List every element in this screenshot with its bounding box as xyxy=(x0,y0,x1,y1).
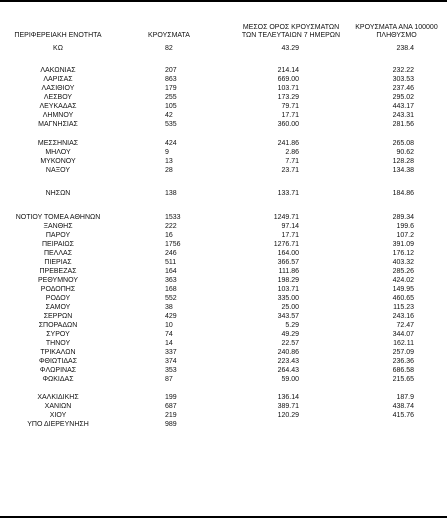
table-row xyxy=(0,84,447,93)
table-row xyxy=(0,303,447,312)
per100k-cell: 232.22 xyxy=(392,67,414,74)
per100k-cell: 176.12 xyxy=(392,250,414,257)
per100k-cell: 686.58 xyxy=(392,367,414,374)
cases-cell: 13 xyxy=(165,158,173,165)
region-cell: ΧΙΟΥ xyxy=(49,412,67,419)
table-row xyxy=(0,393,447,402)
cases-cell: 222 xyxy=(165,223,177,230)
avg-cell: 43.29 xyxy=(281,45,299,52)
region-cell: ΡΟΔΟΠΗΣ xyxy=(40,286,76,293)
avg-cell: 103.71 xyxy=(277,85,299,92)
per100k-cell: 281.56 xyxy=(392,121,414,128)
table-row xyxy=(0,267,447,276)
region-cell: ΠΡΕΒΕΖΑΣ xyxy=(39,268,77,275)
avg-cell: 103.71 xyxy=(277,286,299,293)
header-per100k-line1: ΚΡΟΥΣΜΑΤΑ ΑΝΑ 100000 xyxy=(355,24,438,31)
table-row xyxy=(0,321,447,330)
per100k-cell: 72.47 xyxy=(396,322,414,329)
cases-cell: 42 xyxy=(165,112,173,119)
avg-cell: 49.29 xyxy=(281,331,299,338)
table-row xyxy=(0,357,447,366)
cases-cell: 337 xyxy=(165,349,177,356)
cases-cell: 28 xyxy=(165,167,173,174)
cases-cell: 179 xyxy=(165,85,177,92)
region-cell: ΜΑΓΝΗΣΙΑΣ xyxy=(38,121,78,128)
table-row xyxy=(0,213,447,222)
table-row xyxy=(0,366,447,375)
avg-cell: 5.29 xyxy=(285,322,299,329)
cases-cell: 16 xyxy=(165,232,173,239)
table-row xyxy=(0,189,447,198)
avg-cell: 241.86 xyxy=(277,140,299,147)
per100k-cell: 391.09 xyxy=(392,241,414,248)
cases-cell: 199 xyxy=(165,394,177,401)
per100k-cell: 289.34 xyxy=(392,214,414,221)
cases-cell: 1756 xyxy=(165,241,181,248)
region-cell: ΝΗΣΩΝ xyxy=(45,190,71,197)
cases-cell: 207 xyxy=(165,67,177,74)
cases-cell: 9 xyxy=(165,149,169,156)
table-row xyxy=(0,402,447,411)
per100k-cell: 199.6 xyxy=(396,223,414,230)
avg-cell: 2.86 xyxy=(285,149,299,156)
cases-cell: 535 xyxy=(165,121,177,128)
avg-cell: 59.00 xyxy=(281,376,299,383)
region-cell: ΚΩ xyxy=(53,45,63,52)
table-row xyxy=(0,102,447,111)
per100k-cell: 424.02 xyxy=(392,277,414,284)
avg-cell: 343.57 xyxy=(277,313,299,320)
region-cell: ΠΑΡΟΥ xyxy=(45,232,71,239)
cases-cell: 10 xyxy=(165,322,173,329)
avg-cell: 173.29 xyxy=(277,94,299,101)
per100k-cell: 134.38 xyxy=(392,167,414,174)
cases-cell: 246 xyxy=(165,250,177,257)
per100k-cell: 243.16 xyxy=(392,313,414,320)
header-per100k-line2: ΠΛΗΘΥΣΜΟ xyxy=(376,32,417,39)
bottom-border xyxy=(0,516,447,518)
per100k-cell: 90.62 xyxy=(396,149,414,156)
table-row xyxy=(0,411,447,420)
avg-cell: 214.14 xyxy=(277,67,299,74)
avg-cell: 136.14 xyxy=(277,394,299,401)
avg-cell: 133.71 xyxy=(277,190,299,197)
region-cell: ΜΕΣΣΗΝΙΑΣ xyxy=(37,140,79,147)
avg-cell: 23.71 xyxy=(281,167,299,174)
per100k-cell: 438.74 xyxy=(392,403,414,410)
avg-cell: 17.71 xyxy=(281,232,299,239)
cases-cell: 168 xyxy=(165,286,177,293)
region-cell: ΜΥΚΟΝΟΥ xyxy=(40,158,76,165)
table-row xyxy=(0,120,447,129)
table-row xyxy=(0,231,447,240)
avg-cell: 366.57 xyxy=(277,259,299,266)
per100k-cell: 460.65 xyxy=(392,295,414,302)
per100k-cell: 237.46 xyxy=(392,85,414,92)
avg-cell: 79.71 xyxy=(281,103,299,110)
region-cell: ΛΕΣΒΟΥ xyxy=(43,94,73,101)
avg-cell: 120.29 xyxy=(277,412,299,419)
header-avg-7-days xyxy=(228,24,354,40)
cases-cell: 82 xyxy=(165,45,173,52)
region-cell: ΝΑΞΟΥ xyxy=(45,167,71,174)
per100k-cell: 415.76 xyxy=(392,412,414,419)
region-cell: ΜΗΛΟΥ xyxy=(45,149,71,156)
table-row xyxy=(0,312,447,321)
per100k-cell: 295.02 xyxy=(392,94,414,101)
table-row xyxy=(0,44,447,53)
table-row xyxy=(0,285,447,294)
per100k-cell: 257.09 xyxy=(392,349,414,356)
cases-cell: 219 xyxy=(165,412,177,419)
region-cell: ΞΑΝΘΗΣ xyxy=(43,223,73,230)
cases-cell: 374 xyxy=(165,358,177,365)
table-row xyxy=(0,294,447,303)
region-cell: ΤΡΙΚΑΛΩΝ xyxy=(40,349,76,356)
cases-cell: 255 xyxy=(165,94,177,101)
table-row xyxy=(0,93,447,102)
cases-cell: 74 xyxy=(165,331,173,338)
cases-cell: 105 xyxy=(165,103,177,110)
region-cell: ΛΗΜΝΟΥ xyxy=(42,112,74,119)
per100k-cell: 285.26 xyxy=(392,268,414,275)
region-cell: ΣΠΟΡΑΔΩΝ xyxy=(38,322,78,329)
avg-cell: 25.00 xyxy=(281,304,299,311)
table-row xyxy=(0,375,447,384)
table-row xyxy=(0,111,447,120)
table-row xyxy=(0,157,447,166)
header-cases: ΚΡΟΥΣΜΑΤΑ xyxy=(148,32,190,39)
region-cell: ΥΠΟ ΔΙΕΡΕΥΝΗΣΗ xyxy=(27,421,89,428)
per100k-cell: 128.28 xyxy=(392,158,414,165)
region-cell: ΣΑΜΟΥ xyxy=(45,304,71,311)
per100k-cell: 238.4 xyxy=(396,45,414,52)
per100k-cell: 149.95 xyxy=(392,286,414,293)
region-cell: ΠΙΕΡΙΑΣ xyxy=(44,259,72,266)
table-row xyxy=(0,222,447,231)
per100k-cell: 184.86 xyxy=(392,190,414,197)
avg-cell: 360.00 xyxy=(277,121,299,128)
region-cell: ΣΕΡΡΩΝ xyxy=(43,313,73,320)
cases-cell: 87 xyxy=(165,376,173,383)
per100k-cell: 107.2 xyxy=(396,232,414,239)
cases-cell: 863 xyxy=(165,76,177,83)
per100k-cell: 344.07 xyxy=(392,331,414,338)
table-row xyxy=(0,66,447,75)
per100k-cell: 243.31 xyxy=(392,112,414,119)
table-row xyxy=(0,348,447,357)
avg-cell: 97.14 xyxy=(281,223,299,230)
table-row xyxy=(0,258,447,267)
cases-cell: 687 xyxy=(165,403,177,410)
region-cell: ΦΛΩΡΙΝΑΣ xyxy=(39,367,77,374)
cases-cell: 353 xyxy=(165,367,177,374)
region-cell: ΧΑΝΙΩΝ xyxy=(44,403,72,410)
region-cell: ΠΕΙΡΑΙΩΣ xyxy=(42,241,74,248)
avg-cell: 7.71 xyxy=(285,158,299,165)
table-row xyxy=(0,339,447,348)
per100k-cell: 162.11 xyxy=(393,340,414,347)
cases-cell: 164 xyxy=(165,268,177,275)
cases-cell: 38 xyxy=(165,304,173,311)
region-cell: ΦΩΚΙΔΑΣ xyxy=(42,376,74,383)
avg-cell: 1276.71 xyxy=(273,241,299,248)
per100k-cell: 303.53 xyxy=(392,76,414,83)
cases-cell: 138 xyxy=(165,190,177,197)
avg-cell: 335.00 xyxy=(277,295,299,302)
region-cell: ΣΥΡΟΥ xyxy=(46,331,70,338)
cases-cell: 14 xyxy=(165,340,173,347)
header-avg-line2: ΤΩΝ ΤΕΛΕΥΤΑΙΩΝ 7 ΗΜΕΡΩΝ xyxy=(241,32,341,39)
region-cell: ΡΟΔΟΥ xyxy=(45,295,71,302)
avg-cell: 17.71 xyxy=(281,112,299,119)
cases-cell: 429 xyxy=(165,313,177,320)
avg-cell: 198.29 xyxy=(277,277,299,284)
table-row xyxy=(0,240,447,249)
per100k-cell: 215.65 xyxy=(392,376,414,383)
region-cell: ΝΟΤΙΟΥ ΤΟΜΕΑ ΑΘΗΝΩΝ xyxy=(15,214,101,221)
per100k-cell: 115.23 xyxy=(393,304,414,311)
per100k-cell: 236.36 xyxy=(392,358,414,365)
region-cell: ΡΕΘΥΜΝΟΥ xyxy=(37,277,78,284)
table-row xyxy=(0,330,447,339)
table-header xyxy=(0,22,447,46)
avg-cell: 223.43 xyxy=(277,358,299,365)
table-row xyxy=(0,139,447,148)
cases-cell: 363 xyxy=(165,277,177,284)
table-row xyxy=(0,166,447,175)
header-region: ΠΕΡΙΦΕΡΕΙΑΚΗ ΕΝΟΤΗΤΑ xyxy=(14,32,102,39)
per100k-cell: 265.08 xyxy=(392,140,414,147)
header-cases-per-100k xyxy=(346,24,447,40)
cases-cell: 989 xyxy=(165,421,177,428)
region-cell: ΠΕΛΛΑΣ xyxy=(43,250,73,257)
avg-cell: 1249.71 xyxy=(273,214,299,221)
avg-cell: 389.71 xyxy=(277,403,299,410)
region-cell: ΦΘΙΩΤΙΔΑΣ xyxy=(38,358,78,365)
region-cell: ΛΕΥΚΑΔΑΣ xyxy=(39,103,77,110)
region-cell: ΛΑΚΩΝΙΑΣ xyxy=(40,67,76,74)
region-cell: ΛΑΣΙΘΙΟΥ xyxy=(41,85,75,92)
header-avg-line1: ΜΕΣΟΣ ΟΡΟΣ ΚΡΟΥΣΜΑΤΩΝ xyxy=(242,24,340,31)
avg-cell: 669.00 xyxy=(277,76,299,83)
avg-cell: 22.57 xyxy=(281,340,299,347)
cases-cell: 511 xyxy=(165,259,177,266)
region-cell: ΛΑΡΙΣΑΣ xyxy=(43,76,73,83)
region-cell: ΧΑΛΚΙΔΙΚΗΣ xyxy=(37,394,79,401)
cases-cell: 552 xyxy=(165,295,177,302)
table-row xyxy=(0,75,447,84)
table-row xyxy=(0,276,447,285)
top-border xyxy=(0,0,447,2)
table-row xyxy=(0,420,447,429)
avg-cell: 111.86 xyxy=(278,268,299,275)
per100k-cell: 187.9 xyxy=(396,394,414,401)
cases-cell: 424 xyxy=(165,140,177,147)
table-row xyxy=(0,249,447,258)
cases-cell: 1533 xyxy=(165,214,181,221)
per100k-cell: 443.17 xyxy=(392,103,414,110)
table-row xyxy=(0,148,447,157)
region-cell: ΤΗΝΟΥ xyxy=(45,340,71,347)
avg-cell: 164.00 xyxy=(277,250,299,257)
avg-cell: 264.43 xyxy=(277,367,299,374)
per100k-cell: 403.32 xyxy=(392,259,414,266)
avg-cell: 240.86 xyxy=(277,349,299,356)
